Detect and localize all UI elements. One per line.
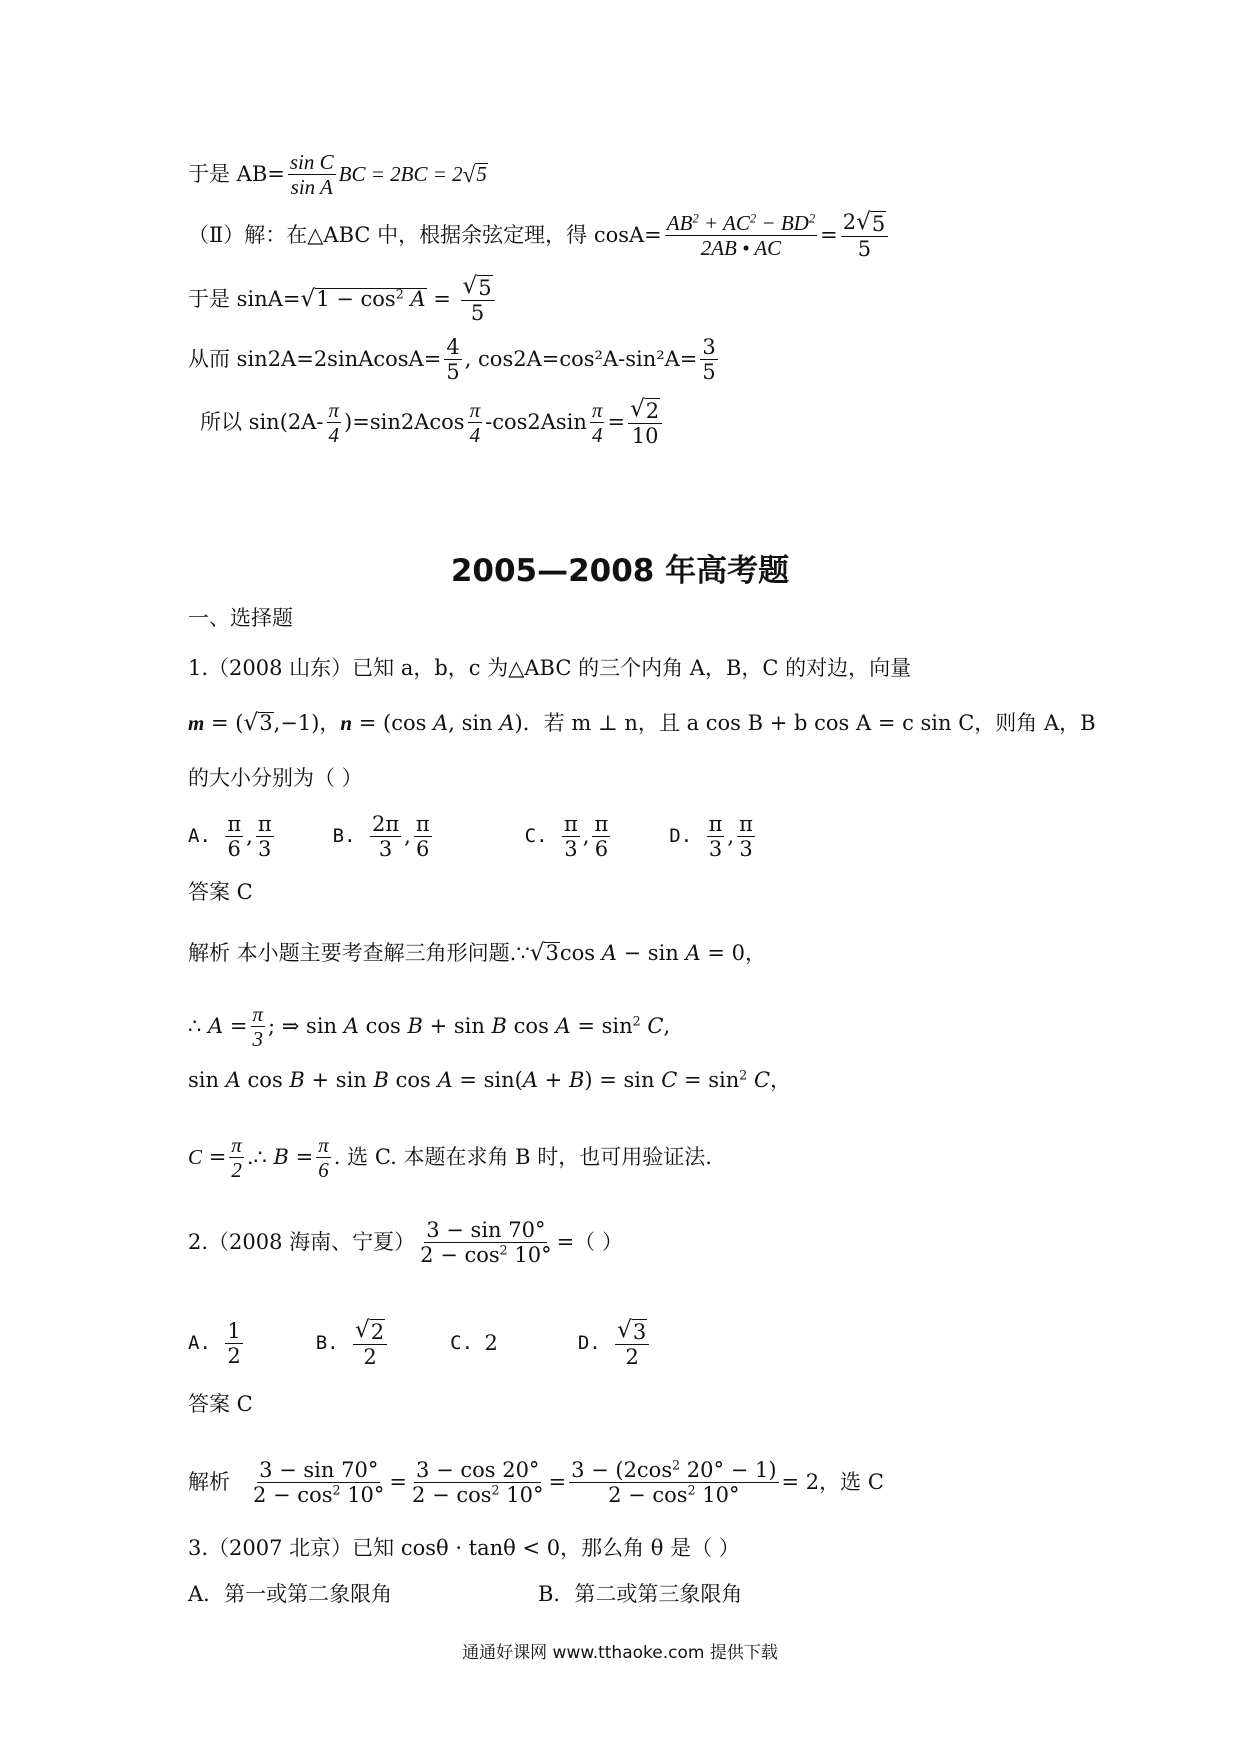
formula: ,−1)， [273, 711, 341, 736]
q2-analysis [188, 1458, 884, 1507]
vector-n: n [340, 711, 353, 736]
option-b: B. √ 2 2 [316, 1318, 390, 1369]
solution-line-final [200, 397, 665, 448]
sqrt: √ $1 - \cos^2 A$ [300, 286, 426, 313]
text: )=sin2Acos [344, 410, 465, 435]
formula: ∴ A = [188, 1014, 248, 1039]
fraction: √ 2 10 [628, 397, 662, 448]
fraction: √ 5 5 [461, 274, 495, 325]
fraction: $\frac{4}{5}$ [446, 335, 460, 385]
formula: = [202, 1145, 227, 1170]
q1-options [188, 812, 814, 861]
fraction: $\frac{\text{sin C}}{\text{sin A}}$ [289, 150, 334, 200]
solution-line-sina [188, 274, 498, 325]
option-d: D. $\frac{\pi}{3}$ , $\frac{\pi}{3}$ [669, 812, 753, 862]
fraction: $\frac{\pi}{4}$ [591, 398, 603, 448]
text: 所以 sin(2A- [200, 410, 324, 435]
text: =（ ） [556, 1230, 623, 1255]
eq: = [426, 287, 458, 312]
sqrt: √ 3 [529, 940, 559, 966]
text: 于是 AB= [188, 162, 285, 187]
q3-options [188, 1584, 742, 1605]
page-title: 2005—2008 年高考题 [450, 553, 790, 589]
q1-analysis-line1 [188, 942, 766, 965]
fraction: $\frac{3 - \sin 70^\circ}{2 - \cos^2 10^\circ}$ [253, 1458, 385, 1508]
page-footer: 通通好课网 www.tthaoke.com 提供下载 [462, 1643, 778, 1663]
solution-line-ab [188, 150, 488, 199]
text: 从而 sin2A=2sinAcosA= [188, 347, 442, 372]
fraction: $\frac{\pi}{4}$ [328, 398, 340, 448]
fraction: $\frac{\pi}{3}$ [252, 1002, 264, 1052]
eq: = [607, 410, 626, 435]
fraction: 2 √ 5 5 [841, 210, 888, 261]
eq: = [820, 223, 838, 248]
sqrt: √ 3 [243, 710, 273, 736]
formula: cos A − sin A = 0， [559, 941, 766, 966]
option-a: A．第一或第二象限角 [188, 1582, 393, 1606]
option-c: C. 2 [450, 1331, 498, 1356]
q1-answer: 答案 C [188, 880, 253, 904]
text: （Ⅱ）解：在△ABC 中，根据余弦定理，得 cosA= [188, 223, 662, 248]
text: ．若 m ⊥ n，且 a cos B + b cos A = c sin C，则角 A，B [522, 711, 1096, 736]
formula: ; ⇒ sin A cos B + sin B $\cos A = \sin^2 C$, [268, 1013, 671, 1039]
text: 解析 [188, 1470, 230, 1495]
eq: = [548, 1470, 567, 1495]
fraction: $\frac{\pi}{6}$ [318, 1133, 329, 1183]
vector-m: m [188, 711, 205, 736]
fraction: $\frac{3}{5}$ [702, 335, 716, 385]
text: 解析 本小题主要考查解三角形问题. [188, 941, 517, 966]
option-a: A. $\frac{\pi}{6}$ , $\frac{\pi}{3}$ [188, 812, 272, 862]
option-b: B．第二或第三象限角 [538, 1582, 743, 1606]
solution-line-cosa [188, 210, 891, 261]
formula: BC = 2BC = 2 [338, 162, 463, 187]
text: , cos2A=cos²A-sin²A= [464, 347, 698, 372]
formula: C [188, 1145, 203, 1170]
text: 2.（2008 海南、宁夏） [188, 1230, 416, 1255]
q1-analysis-line2 [188, 1002, 670, 1051]
q2-stem [188, 1218, 623, 1267]
option-a: A. $\frac{1}{2}$ [188, 1319, 241, 1369]
fraction: $\frac{3 - \sin 70^\circ}{2 - \cos^2 10^\circ}$ [420, 1218, 552, 1268]
text: = 2，选 C [781, 1470, 884, 1495]
fraction: $\frac{\pi}{4}$ [469, 398, 481, 448]
fraction: $\frac{\pi}{2}$ [231, 1133, 242, 1183]
solution-line-sin2a [188, 335, 721, 384]
sqrt: √ 5 [462, 161, 487, 188]
q3-stem: 3.（2007 北京）已知 cosθ · tanθ < 0，那么角 θ 是（ ） [188, 1536, 740, 1560]
fraction: $\frac{AB^2 + AC^2 - BD^2}{2AB • AC}$ [666, 211, 816, 261]
formula: = ( [204, 711, 244, 736]
formula: = (cos A, sin A) [352, 711, 523, 736]
q1-stem-line2 [188, 712, 1096, 735]
q1-analysis-line4 [188, 1133, 712, 1182]
text: . 选 C. 本题在求角 B 时，也可用验证法. [333, 1145, 712, 1170]
formula: .∴ B = [246, 1145, 314, 1170]
q1-stem-line1: 1.（2008 山东）已知 a，b，c 为△ABC 的三个内角 A，B，C 的对边，向量 [188, 656, 912, 680]
q2-options [188, 1318, 708, 1369]
fraction: $\frac{3 - (2\cos^2 20^\circ - 1)}{2 - \cos^2 10^\circ}$ [571, 1457, 777, 1508]
option-c: C. $\frac{\pi}{3}$ , $\frac{\pi}{6}$ [524, 812, 609, 862]
formula: ∵ [516, 941, 530, 966]
fraction: $\frac{3 - \cos 20^\circ}{2 - \cos^2 10^\circ}$ [412, 1458, 544, 1508]
text: 于是 sinA= [188, 287, 301, 312]
q1-stem-line3: 的大小分别为（ ） [188, 766, 363, 790]
q1-analysis-line3 [188, 1067, 792, 1092]
option-d: D. √ 3 2 [578, 1318, 652, 1369]
section-heading: 一、选择题 [188, 606, 293, 630]
formula: sin A cos B + sin B $\cos A = \sin(A + B) = \sin C = \sin^2 C$， [188, 1067, 792, 1092]
option-b: B. $\frac{2\pi}{3}$ , $\frac{\pi}{6}$ [332, 812, 430, 862]
q2-answer: 答案 C [188, 1392, 253, 1416]
text: -cos2Asin [485, 410, 587, 435]
eq: = [389, 1470, 408, 1495]
